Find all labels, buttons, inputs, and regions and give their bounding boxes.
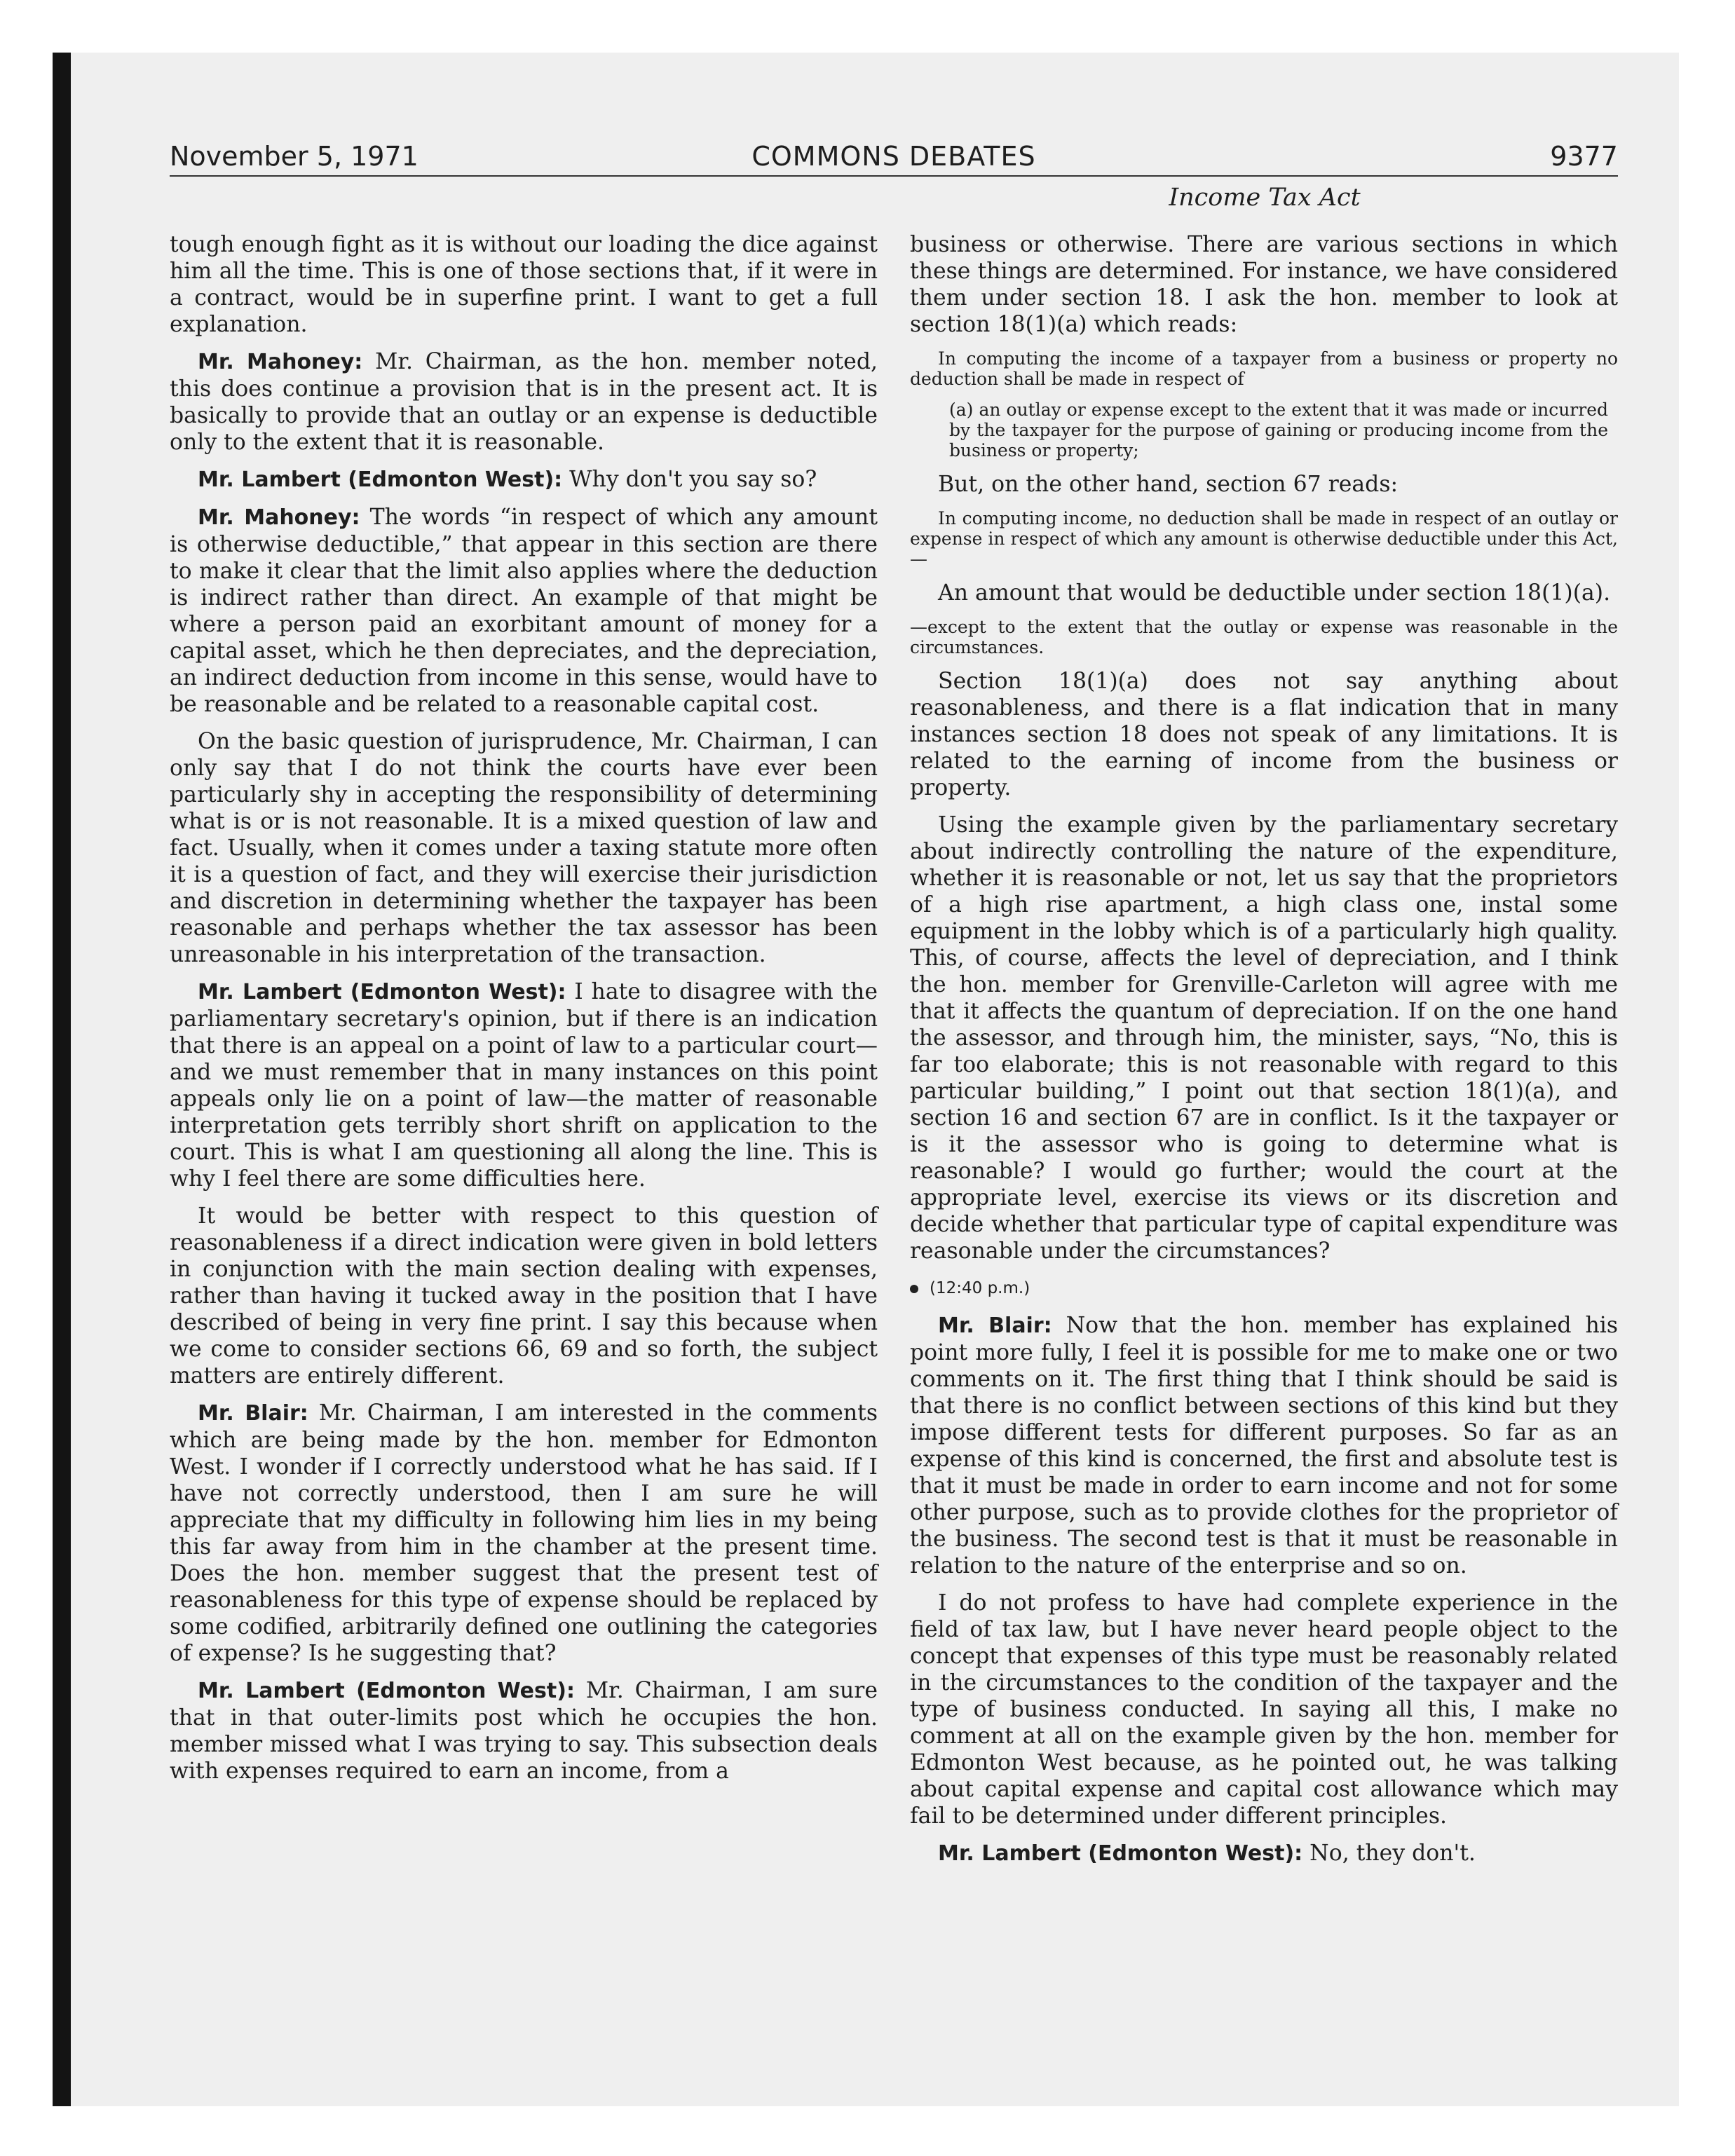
speech: [170, 1400, 878, 1667]
speech-text: No, they don't.: [1302, 1841, 1476, 1866]
scan-edge-bar: [53, 53, 71, 2106]
speech-text: I hate to disagree with the parliamentary secretary's opinion, but if there is an indication that there is an appeal on a point of law to a particular court—and we must remember that in many instances on this point appeals only lie on a point of law—the matter of reasonable interpretation gets terribly short shrift on application to the court. This is what I am questioning all along the line. This is why I feel there are some difficulties here.: [170, 979, 878, 1192]
speaker-name: Mr. Lambert (Edmonton West):: [198, 1679, 575, 1703]
speech-text: Now that the hon. member has explained his point more fully, I feel it is possible for me to make one or two comments on it. The first thing that I think should be said is that there is no conflict between sections of this kind but they impose different tests for different purposes. So far as an expense of this kind is concerned, the first and absolute test is that it must be made in order to earn income and not for some other purpose, such as to provide clothes for the proprietor of the business. The second test is that it must be reasonable in relation to the nature of the enterprise and so on.: [910, 1313, 1618, 1578]
statute-quote: —except to the extent that the outlay or expense was reasonable in the circumstances.: [910, 617, 1618, 657]
speech: [170, 466, 878, 493]
speech-text: Mr. Chairman, I am sure that in that outer-limits post which he occupies the hon. member missed what I was trying to say. This subsection deals with expenses required to earn an income, from a: [170, 1678, 878, 1784]
statute-quote: (a) an outlay or expense except to the extent that it was made or incurred by the taxpayer for the purpose of gaining or producing income from the business or property;: [949, 400, 1608, 460]
speech: [910, 1840, 1618, 1867]
time-stamp: [910, 1275, 1618, 1302]
speaker-name: Mr. Blair:: [938, 1314, 1052, 1338]
header-date: November 5, 1971: [170, 141, 419, 172]
paragraph: tough enough fight as it is without our loading the dice against him all the time. This is one of those sections that, if it were in a contract, would be in superfine print. I want to get a full explanation.: [170, 232, 878, 337]
speech: [170, 504, 878, 718]
speech: [170, 1677, 878, 1785]
speech: [170, 978, 878, 1192]
paragraph: On the basic question of jurisprudence, Mr. Chairman, I can only say that I do not think the courts have ever been particularly shy in accepting the responsibility of determining what is or is not reasonable. It is a mixed question of law and fact. Usually, when it comes under a taxing statute more often it is a question of fact, and they will exercise their jurisdiction and discretion in determining whether the taxpayer has been reasonable and perhaps whether the tax assessor has been unreasonable in his interpretation of the transaction.: [170, 729, 878, 967]
speaker-name: Mr. Lambert (Edmonton West):: [198, 468, 563, 492]
speaker-name: Mr. Mahoney:: [198, 505, 360, 530]
bullet-icon: [910, 1285, 918, 1293]
paragraph: business or otherwise. There are various sections in which these things are determined. For instance, we have considered them under section 18. I ask the hon. member to look at section 18(1)(a) which reads:: [910, 232, 1618, 337]
speech: [170, 348, 878, 456]
right-column: [910, 231, 1618, 1878]
speaker-name: Mr. Lambert (Edmonton West):: [938, 1841, 1303, 1866]
statute-quote: In computing the income of a taxpayer from a business or property no deduction shall be made in respect of: [910, 348, 1618, 389]
paragraph: It would be better with respect to this question of reasonableness if a direct indication were given in bold letters in conjunction with the main section dealing with expenses, rather than having it tucked away in the position that I have described of being in very fine print. I say this because when we come to consider sections 66, 69 and so forth, the subject matters are entirely different.: [170, 1203, 878, 1389]
speaker-name: Mr. Lambert (Edmonton West):: [198, 980, 566, 1004]
left-column: [170, 231, 878, 1795]
time-text: (12:40 p.m.): [930, 1279, 1030, 1297]
speech-text: Mr. Chairman, as the hon. member noted, this does continue a provision that is in the present act. It is basically to provide that an outlay or an expense is deductible only to the extent that it is reasonable.: [170, 349, 878, 455]
speech-text: Why don't you say so?: [562, 467, 817, 492]
paragraph: Section 18(1)(a) does not say anything about reasonableness, and there is a flat indication that in many instances section 18 does not speak of any limitations. It is related to the earning of income from the business or property.: [910, 669, 1618, 800]
paragraph: But, on the other hand, section 67 reads:: [938, 472, 1399, 497]
speech-text: The words “in respect of which any amount is otherwise deductible,” that appear in this section are there to make it clear that the limit also applies where the deduction is indirect rather than direct. An example of that might be where a person paid an exorbitant amount of money for a capital asset, which he then depreciates, and the depreciation, an indirect deduction from income in this sense, would have to be reasonable and be related to a reasonable capital cost.: [170, 505, 878, 717]
header-title: COMMONS DEBATES: [751, 141, 1036, 172]
statute-quote: In computing income, no deduction shall be made in respect of an outlay or expense in respect of which any amount is otherwise deductible under this Act,—: [910, 508, 1618, 569]
paragraph: An amount that would be deductible under section 18(1)(a).: [938, 580, 1611, 606]
paragraph: I do not profess to have had complete experience in the field of tax law, but I have never heard people object to the concept that expenses of this type must be reasonably related in the circumstances to the condition of the taxpayer and the type of business conducted. In saying all this, I make no comment at all on the example given by the hon. member for Edmonton West because, as he pointed out, he was talking about capital expense and capital cost allowance which may fail to be determined under different principles.: [910, 1590, 1618, 1829]
paragraph: Using the example given by the parliamentary secretary about indirectly controlling the nature of the expenditure, whether it is reasonable or not, let us say that the proprietors of a high rise apartment, a high class one, instal some equipment in the lobby which is of a particularly high quality. This, of course, affects the level of depreciation, and I think the hon. member for Grenville-Carleton will agree with me that it affects the quantum of depreciation. If on the one hand the assessor, and through him, the minister, says, “No, this is far too elaborate; this is not reasonable with regard to this particular building,” I point out that section 18(1)(a), and section 16 and section 67 are in conflict. Is it the taxpayer or is it the assessor who is going to determine what is reasonable? I would go further; would the court at the appropriate level, exercise its views or its discretion and decide whether that particular type of capital expenditure was reasonable under the circumstances?: [910, 812, 1618, 1264]
speech: [910, 1312, 1618, 1579]
speech-text: Mr. Chairman, I am interested in the comments which are being made by the hon. member for Edmonton West. I wonder if I correctly understood what he has said. If I have not correctly understood, then I am sure he will appreciate that my difficulty in following him lies in my being this far away from him in the chamber at the present time. Does the hon. member suggest that the present test of reasonableness for this type of expense should be replaced by some codified, arbitrarily defined one outlining the categories of expense? Is he suggesting that?: [170, 1400, 878, 1666]
header-page-number: 9377: [1550, 141, 1618, 172]
speaker-name: Mr. Blair:: [198, 1401, 308, 1426]
page-header: [170, 140, 1618, 177]
section-title: Income Tax Act: [1169, 184, 1361, 212]
speaker-name: Mr. Mahoney:: [198, 350, 363, 374]
